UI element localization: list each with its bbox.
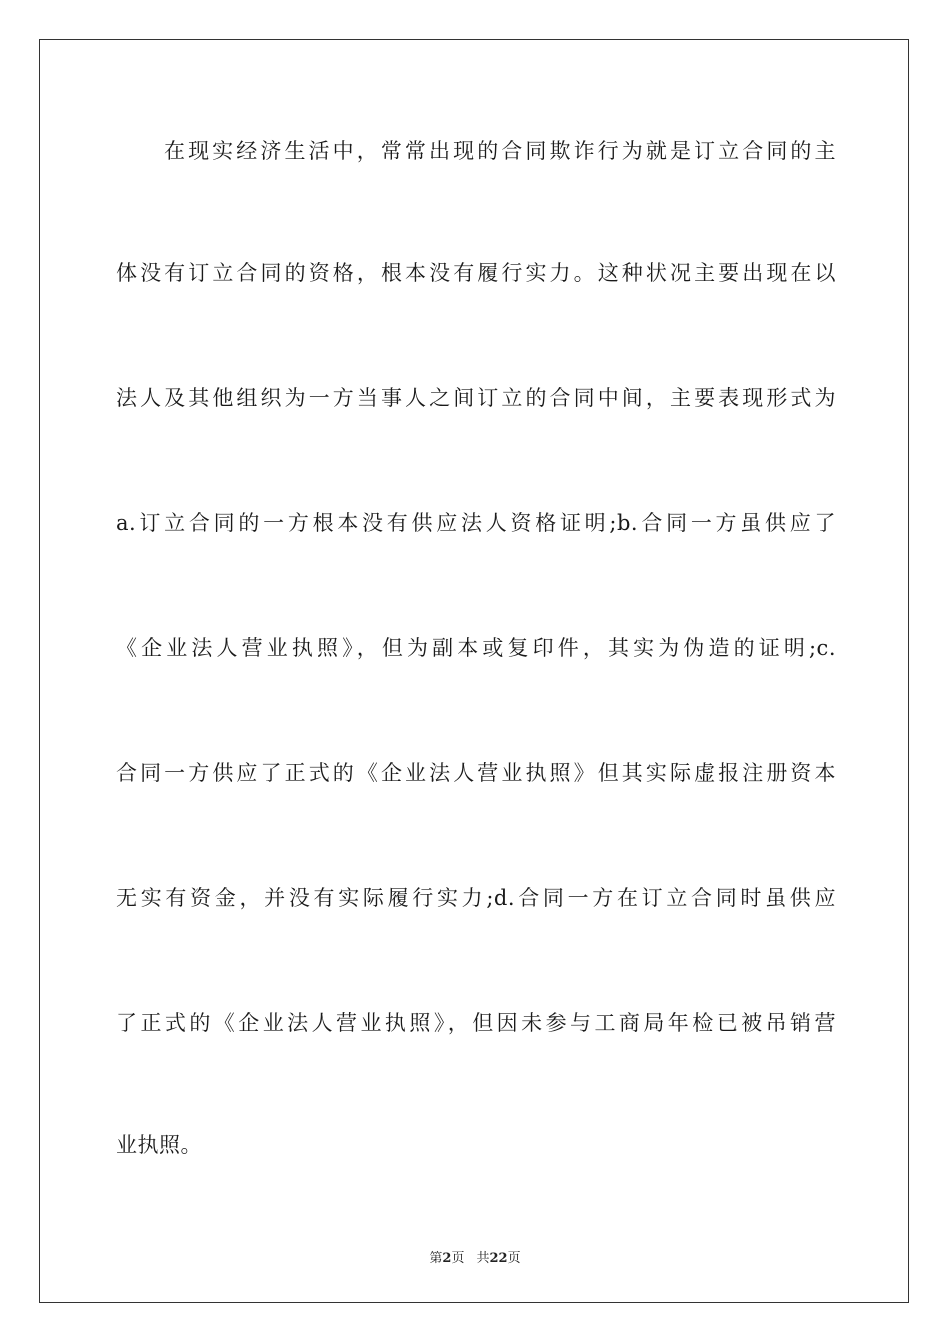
total-prefix: 共 [476, 1251, 490, 1266]
paragraph-line: 无实有资金，并没有实际履行实力;d.合同一方在订立合同时虽供应 [116, 886, 836, 910]
page-prefix: 第 [429, 1251, 443, 1266]
paragraph-line: 了正式的《企业法人营业执照》，但因未参与工商局年检已被吊销营 [116, 1011, 836, 1035]
paragraph-line: 体没有订立合同的资格，根本没有履行实力。这种状况主要出现在以 [116, 261, 836, 285]
paragraph-line: 《企业法人营业执照》，但为副本或复印件，其实为伪造的证明;c. [116, 636, 836, 660]
page-suffix: 页 [451, 1251, 465, 1266]
total-pages: 22 [489, 1251, 508, 1266]
paragraph-line: a.订立合同的一方根本没有供应法人资格证明;b.合同一方虽供应了 [116, 511, 836, 535]
paragraph-line: 业执照。 [116, 1133, 202, 1157]
paragraph-line: 在现实经济生活中，常常出现的合同欺诈行为就是订立合同的主 [164, 139, 836, 163]
page-footer [0, 1247, 950, 1266]
page-border [39, 39, 909, 1303]
paragraph-line: 合同一方供应了正式的《企业法人营业执照》但其实际虚报注册资本 [116, 761, 836, 785]
page-number: 2 [442, 1251, 452, 1266]
paragraph-line: 法人及其他组织为一方当事人之间订立的合同中间，主要表现形式为 [116, 386, 836, 410]
total-suffix: 页 [507, 1251, 521, 1266]
